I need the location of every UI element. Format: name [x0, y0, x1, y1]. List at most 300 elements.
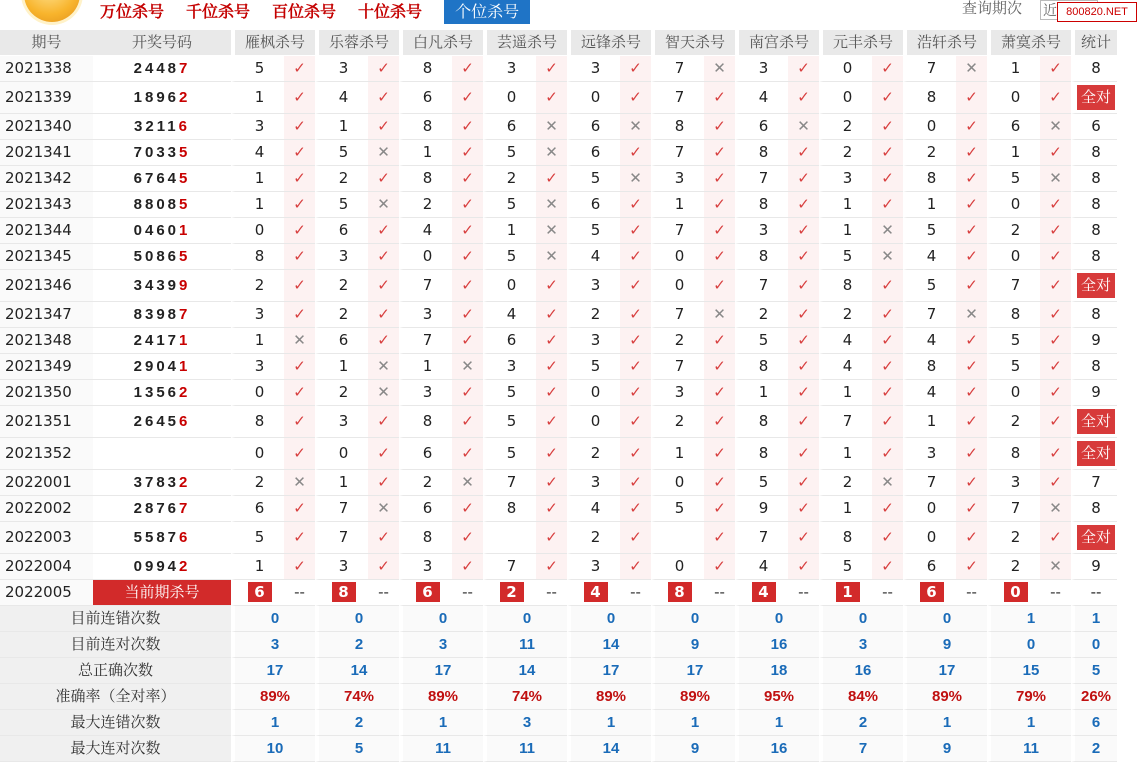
kill-number: 7	[987, 270, 1040, 302]
draw-last-digit: 5	[179, 144, 191, 161]
check-icon: ✓	[704, 496, 735, 522]
kill-number: 6	[483, 328, 536, 354]
check-icon: ✓	[1040, 380, 1071, 406]
header-expert-9: 萧寞杀号	[987, 30, 1071, 56]
draw-digits: 1356	[133, 384, 180, 401]
pending-mark: --	[1040, 580, 1071, 606]
cross-icon: ✕	[368, 380, 399, 406]
cross-icon: ✕	[1040, 114, 1071, 140]
summary-value: 1	[987, 606, 1071, 632]
summary-value: 0	[987, 632, 1071, 658]
stat-cell	[1071, 406, 1117, 438]
draw-last-digit: 5	[179, 196, 191, 213]
check-icon: ✓	[704, 354, 735, 380]
check-icon: ✓	[1040, 470, 1071, 496]
summary-value: 0	[651, 606, 735, 632]
kill-number: 8	[987, 438, 1040, 470]
kill-number: 0	[231, 438, 284, 470]
check-icon: ✓	[284, 192, 315, 218]
cross-icon: ✕	[956, 302, 987, 328]
check-icon: ✓	[872, 522, 903, 554]
stat-cell: 8	[1071, 244, 1117, 270]
kill-number: 5	[483, 140, 536, 166]
summary-value: 0	[567, 606, 651, 632]
check-icon: ✓	[704, 218, 735, 244]
all-correct-badge: 全对	[1077, 85, 1115, 110]
kill-number: 7	[315, 496, 368, 522]
query-period-label: 查询期次	[962, 0, 1023, 17]
kill-number: 0	[231, 218, 284, 244]
cross-icon: ✕	[956, 56, 987, 82]
kill-number: 3	[315, 56, 368, 82]
kill-number: 2	[735, 302, 788, 328]
check-icon: ✓	[620, 522, 651, 554]
check-icon: ✓	[452, 406, 483, 438]
kill-number: 9	[735, 496, 788, 522]
kill-number: 0	[987, 82, 1040, 114]
check-icon: ✓	[956, 114, 987, 140]
check-icon: ✓	[872, 82, 903, 114]
draw-last-digit: 5	[179, 170, 191, 187]
check-icon: ✓	[284, 302, 315, 328]
summary-value: 14	[567, 736, 651, 762]
table-row	[0, 470, 1117, 496]
period-cell: 2021342	[0, 166, 93, 192]
kill-number: 0	[987, 244, 1040, 270]
summary-value: 9	[903, 632, 987, 658]
summary-value: 16	[735, 736, 819, 762]
draw-number-cell	[93, 82, 231, 114]
current-kill-number: 2	[500, 582, 524, 602]
table-row	[0, 56, 1117, 82]
kill-number: 5	[483, 406, 536, 438]
summary-label: 目前连错次数	[0, 606, 231, 632]
check-icon: ✓	[872, 140, 903, 166]
check-icon: ✓	[536, 354, 567, 380]
summary-value: 0	[399, 606, 483, 632]
summary-value: 1	[903, 710, 987, 736]
cross-icon: ✕	[452, 354, 483, 380]
check-icon: ✓	[284, 380, 315, 406]
cross-icon: ✕	[284, 470, 315, 496]
check-icon: ✓	[536, 302, 567, 328]
kill-number: 6	[735, 114, 788, 140]
check-icon: ✓	[956, 406, 987, 438]
kill-number: 8	[231, 244, 284, 270]
kill-number: 2	[315, 302, 368, 328]
summary-row	[0, 658, 1117, 684]
check-icon: ✓	[872, 192, 903, 218]
period-cell: 2021344	[0, 218, 93, 244]
kill-number: 0	[567, 380, 620, 406]
check-icon: ✓	[536, 522, 567, 554]
period-cell: 2021341	[0, 140, 93, 166]
period-cell: 2021347	[0, 302, 93, 328]
check-icon: ✓	[284, 218, 315, 244]
period-cell: 2021352	[0, 438, 93, 470]
kill-number: 3	[231, 114, 284, 140]
header-stat: 统计	[1071, 30, 1117, 56]
check-icon: ✓	[704, 244, 735, 270]
kill-number: 0	[903, 496, 956, 522]
check-icon: ✓	[956, 354, 987, 380]
header-draw-number: 开奖号码	[93, 30, 231, 56]
check-icon: ✓	[1040, 522, 1071, 554]
kill-number: 7	[651, 354, 704, 380]
query-period-select[interactable]: 近	[1040, 0, 1098, 20]
check-icon: ✓	[536, 166, 567, 192]
draw-last-digit: 2	[179, 89, 191, 106]
kill-number: 7	[903, 470, 956, 496]
check-icon: ✓	[368, 166, 399, 192]
check-icon: ✓	[704, 192, 735, 218]
summary-row	[0, 632, 1117, 658]
summary-value: 3	[399, 632, 483, 658]
cross-icon: ✕	[872, 470, 903, 496]
check-icon: ✓	[1040, 302, 1071, 328]
header-expert-3: 芸遥杀号	[483, 30, 567, 56]
kill-number: 1	[651, 192, 704, 218]
kill-number: 0	[651, 270, 704, 302]
kill-number-table	[0, 30, 1117, 762]
period-cell: 2022002	[0, 496, 93, 522]
check-icon: ✓	[452, 380, 483, 406]
kill-number: 3	[567, 470, 620, 496]
draw-digits: 2904	[133, 358, 180, 375]
summary-value: 5	[315, 736, 399, 762]
draw-digits: 3783	[133, 474, 180, 491]
summary-stat: 26%	[1071, 684, 1117, 710]
current-kill-cell	[819, 580, 872, 606]
kill-number: 8	[819, 522, 872, 554]
current-kill-cell	[651, 580, 704, 606]
check-icon: ✓	[452, 82, 483, 114]
kill-number: 4	[819, 354, 872, 380]
kill-number: 5	[315, 192, 368, 218]
kill-number: 1	[315, 470, 368, 496]
kill-number: 7	[987, 496, 1040, 522]
period-cell: 2021346	[0, 270, 93, 302]
check-icon: ✓	[368, 114, 399, 140]
check-icon: ✓	[284, 166, 315, 192]
period-cell: 2021339	[0, 82, 93, 114]
draw-digits: 2876	[133, 500, 180, 517]
draw-last-digit: 1	[179, 332, 191, 349]
check-icon: ✓	[956, 140, 987, 166]
check-icon: ✓	[536, 406, 567, 438]
header-expert-6: 南宫杀号	[735, 30, 819, 56]
check-icon: ✓	[872, 114, 903, 140]
check-icon: ✓	[704, 470, 735, 496]
kill-number: 1	[231, 166, 284, 192]
check-icon: ✓	[620, 496, 651, 522]
check-icon: ✓	[788, 302, 819, 328]
check-icon: ✓	[872, 166, 903, 192]
summary-value: 18	[735, 658, 819, 684]
kill-number: 2	[483, 166, 536, 192]
summary-value: 1	[399, 710, 483, 736]
kill-number: 3	[315, 406, 368, 438]
kill-number: 0	[903, 114, 956, 140]
check-icon: ✓	[536, 270, 567, 302]
check-icon: ✓	[620, 192, 651, 218]
check-icon: ✓	[620, 302, 651, 328]
table-row	[0, 354, 1117, 380]
kill-number: 2	[987, 522, 1040, 554]
draw-last-digit: 7	[179, 60, 191, 77]
check-icon: ✓	[872, 328, 903, 354]
kill-number: 3	[735, 56, 788, 82]
check-icon: ✓	[368, 270, 399, 302]
summary-value: 3	[231, 632, 315, 658]
period-cell: 2021345	[0, 244, 93, 270]
tab-position-0[interactable]: 万位杀号	[100, 2, 165, 21]
check-icon: ✓	[536, 554, 567, 580]
cross-icon: ✕	[788, 114, 819, 140]
check-icon: ✓	[788, 328, 819, 354]
summary-value: 1	[735, 710, 819, 736]
draw-last-digit: 6	[178, 118, 190, 135]
draw-last-digit: 2	[179, 474, 191, 491]
table-row	[0, 406, 1117, 438]
period-cell: 2021340	[0, 114, 93, 140]
check-icon: ✓	[704, 114, 735, 140]
kill-number: 0	[651, 244, 704, 270]
check-icon: ✓	[704, 166, 735, 192]
check-icon: ✓	[956, 218, 987, 244]
summary-value: 0	[819, 606, 903, 632]
check-icon: ✓	[1040, 406, 1071, 438]
period-cell: 2022001	[0, 470, 93, 496]
kill-number: 0	[483, 82, 536, 114]
kill-number: 3	[735, 218, 788, 244]
kill-number: 0	[231, 380, 284, 406]
stat-cell: 7	[1071, 470, 1117, 496]
draw-number-cell	[93, 166, 231, 192]
cross-icon: ✕	[1040, 166, 1071, 192]
summary-value: 17	[567, 658, 651, 684]
table-row	[0, 140, 1117, 166]
tab-position-2[interactable]: 百位杀号	[272, 2, 337, 21]
kill-number: 7	[735, 270, 788, 302]
draw-digits: 5086	[133, 248, 180, 265]
all-correct-badge: 全对	[1077, 409, 1115, 434]
pending-mark: --	[536, 580, 567, 606]
cross-icon: ✕	[452, 470, 483, 496]
table-row	[0, 328, 1117, 354]
summary-value: 2	[315, 632, 399, 658]
draw-number-cell	[93, 354, 231, 380]
kill-number: 3	[231, 354, 284, 380]
table-row	[0, 496, 1117, 522]
kill-number: 1	[987, 140, 1040, 166]
kill-number: 6	[399, 438, 452, 470]
check-icon: ✓	[284, 82, 315, 114]
kill-number: 2	[315, 270, 368, 302]
draw-digits: 3439	[133, 277, 180, 294]
check-icon: ✓	[620, 328, 651, 354]
draw-last-digit: 2	[179, 384, 191, 401]
kill-number: 1	[231, 192, 284, 218]
draw-digits: 0460	[133, 222, 180, 239]
check-icon: ✓	[452, 496, 483, 522]
stat-cell: 8	[1071, 56, 1117, 82]
table-row	[0, 270, 1117, 302]
kill-number: 7	[651, 302, 704, 328]
kill-number: 0	[567, 82, 620, 114]
period-cell: 2022003	[0, 522, 93, 554]
kill-number: 6	[567, 140, 620, 166]
check-icon: ✓	[788, 270, 819, 302]
kill-number: 2	[819, 302, 872, 328]
header-expert-2: 白凡杀号	[399, 30, 483, 56]
kill-number: 5	[819, 554, 872, 580]
tab-position-1[interactable]: 千位杀号	[186, 2, 251, 21]
tab-position-3[interactable]: 十位杀号	[358, 2, 423, 21]
draw-number-cell	[93, 244, 231, 270]
kill-number: 5	[567, 166, 620, 192]
kill-number: 1	[819, 192, 872, 218]
draw-number-cell	[93, 438, 231, 470]
kill-number: 7	[903, 302, 956, 328]
cross-icon: ✕	[620, 114, 651, 140]
current-kill-cell	[987, 580, 1040, 606]
kill-number: 2	[231, 470, 284, 496]
check-icon: ✓	[788, 522, 819, 554]
draw-last-digit: 6	[179, 413, 191, 430]
kill-number: 6	[567, 114, 620, 140]
kill-number: 5	[903, 218, 956, 244]
check-icon: ✓	[872, 554, 903, 580]
summary-value: 2	[819, 710, 903, 736]
kill-number: 8	[399, 56, 452, 82]
kill-number: 4	[903, 244, 956, 270]
check-icon: ✓	[704, 438, 735, 470]
kill-number: 1	[819, 438, 872, 470]
check-icon: ✓	[788, 470, 819, 496]
check-icon: ✓	[1040, 56, 1071, 82]
kill-number: 6	[399, 82, 452, 114]
kill-number: 4	[735, 554, 788, 580]
current-kill-label: 当前期杀号	[93, 580, 231, 606]
kill-number: 5	[987, 354, 1040, 380]
cross-icon: ✕	[368, 140, 399, 166]
table-row	[0, 380, 1117, 406]
check-icon: ✓	[284, 438, 315, 470]
summary-value: 14	[315, 658, 399, 684]
kill-number: 5	[567, 354, 620, 380]
kill-number: 8	[903, 354, 956, 380]
kill-number: 6	[567, 192, 620, 218]
kill-number: 8	[735, 406, 788, 438]
period-cell: 2022004	[0, 554, 93, 580]
pending-mark: --	[368, 580, 399, 606]
kill-number: 2	[567, 302, 620, 328]
table-row	[0, 218, 1117, 244]
cross-icon: ✕	[368, 192, 399, 218]
summary-value: 3	[483, 710, 567, 736]
stat-cell: 8	[1071, 354, 1117, 380]
summary-label: 最大连错次数	[0, 710, 231, 736]
draw-number-cell	[93, 56, 231, 82]
check-icon: ✓	[284, 522, 315, 554]
kill-number: 7	[399, 270, 452, 302]
stat-cell	[1071, 82, 1117, 114]
summary-value: 9	[903, 736, 987, 762]
kill-number: 4	[567, 244, 620, 270]
current-kill-number: 8	[668, 582, 692, 602]
check-icon: ✓	[788, 140, 819, 166]
summary-label: 最大连对次数	[0, 736, 231, 762]
kill-number	[651, 522, 704, 554]
kill-number: 0	[651, 470, 704, 496]
stat-cell: 9	[1071, 380, 1117, 406]
summary-label: 目前连对次数	[0, 632, 231, 658]
check-icon: ✓	[788, 244, 819, 270]
header-expert-8: 浩轩杀号	[903, 30, 987, 56]
kill-number: 4	[735, 82, 788, 114]
summary-row	[0, 606, 1117, 632]
kill-number: 8	[399, 522, 452, 554]
tab-position-4[interactable]: 个位杀号	[444, 0, 530, 24]
kill-number: 0	[819, 56, 872, 82]
kill-number: 5	[735, 328, 788, 354]
kill-number: 7	[315, 522, 368, 554]
check-icon: ✓	[1040, 270, 1071, 302]
kill-number: 5	[819, 244, 872, 270]
summary-value: 0	[483, 606, 567, 632]
kill-number: 5	[483, 192, 536, 218]
period-cell: 2021343	[0, 192, 93, 218]
draw-number-cell	[93, 554, 231, 580]
kill-number: 1	[231, 328, 284, 354]
period-cell: 2021351	[0, 406, 93, 438]
kill-number: 5	[315, 140, 368, 166]
cross-icon: ✕	[704, 302, 735, 328]
summary-stat: 5	[1071, 658, 1117, 684]
kill-number: 2	[399, 192, 452, 218]
kill-number: 0	[399, 244, 452, 270]
draw-digits: 8398	[133, 306, 180, 323]
draw-last-digit: 1	[179, 222, 191, 239]
kill-number: 3	[987, 470, 1040, 496]
summary-value: 10	[231, 736, 315, 762]
kill-number: 3	[651, 380, 704, 406]
summary-value: 84%	[819, 684, 903, 710]
summary-value: 11	[399, 736, 483, 762]
draw-number-cell	[93, 496, 231, 522]
all-correct-badge: 全对	[1077, 273, 1115, 298]
kill-number: 1	[399, 354, 452, 380]
kill-number: 5	[483, 380, 536, 406]
kill-number: 2	[315, 166, 368, 192]
check-icon: ✓	[284, 554, 315, 580]
draw-number-cell	[93, 192, 231, 218]
draw-number-cell	[93, 470, 231, 496]
draw-digits: 1896	[133, 89, 180, 106]
current-kill-cell	[399, 580, 452, 606]
draw-digits: 7033	[133, 144, 180, 161]
check-icon: ✓	[452, 244, 483, 270]
table-row	[0, 82, 1117, 114]
header-expert-5: 智天杀号	[651, 30, 735, 56]
check-icon: ✓	[452, 302, 483, 328]
kill-number: 7	[651, 218, 704, 244]
kill-number: 3	[399, 302, 452, 328]
stat-cell: 8	[1071, 192, 1117, 218]
kill-number: 2	[819, 140, 872, 166]
check-icon: ✓	[536, 496, 567, 522]
